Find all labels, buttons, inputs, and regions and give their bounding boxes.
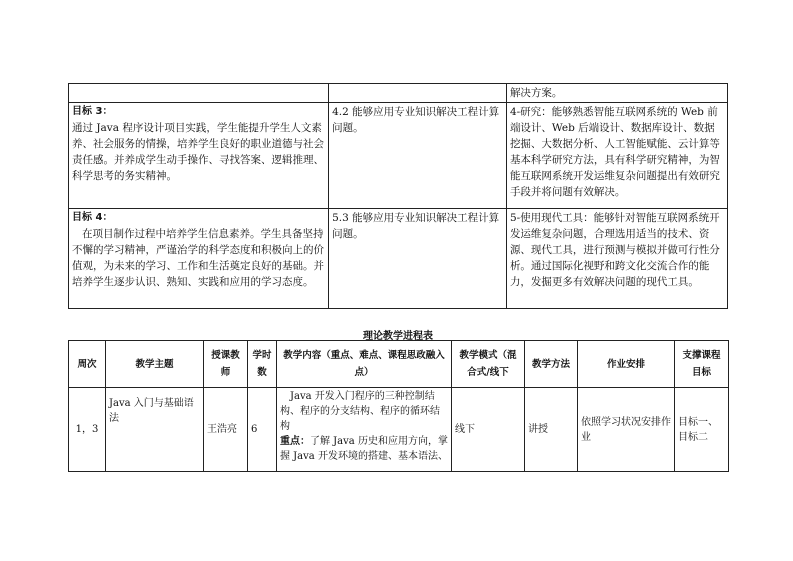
- schedule-header-row: [69, 341, 729, 388]
- header-assignment: 作业安排: [578, 341, 675, 388]
- header-topic: 教学主题: [106, 341, 204, 388]
- row1-week: 1，3: [69, 388, 106, 472]
- row1-hours: 6: [248, 388, 277, 472]
- goals-top-cell-3: [506, 84, 727, 103]
- schedule-caption: 理论教学进程表: [363, 331, 433, 342]
- goals-top-row: [69, 84, 728, 103]
- goal-3-title: 目标 3：: [72, 106, 113, 117]
- row1-content-key: 了解 Java 历史和应用方向，掌握 Java 开发环境的搭建、基本语法、: [280, 436, 448, 462]
- goal-3-description-cell: [69, 103, 329, 209]
- goal-4-indicator: 5.3 能够应用专业知识解决工程计算问题。: [332, 212, 500, 240]
- row1-mode: 线下: [452, 388, 525, 472]
- header-week: 周次: [69, 341, 106, 388]
- goal-3-requirement: 4-研究：能够熟悉智能互联网系统的 Web 前端设计、Web 后端设计、数据库设计、数据挖掘、大数据分析、人工智能赋能、云计算等基本科学研究方法，具有科学研究精神，为智能互联网系统开发运维复杂问题提出有效研究手段并将问题有效解决。: [509, 106, 720, 198]
- goal-4-description-cell: [69, 209, 329, 309]
- goals-top-cell-2: [329, 84, 507, 103]
- goal-3-requirement-cell: [506, 103, 727, 209]
- row1-content-cell: [277, 388, 452, 472]
- teaching-schedule-table: [68, 340, 729, 472]
- course-goals-table: [68, 83, 728, 309]
- goal-4-text: 在项目制作过程中培养学生信息素养。学生具备坚持不懈的学习精神，严谨治学的科学态度和积极向上的价值观，为未来的学习、工作和生活奠定良好的基础。并培养学生逐步认识、熟知、实践和应用的学习态度。: [72, 228, 324, 288]
- goal-4-requirement: 5-使用现代工具：能够针对智能互联网系统开发运维复杂问题，合理选用适当的技术、资源、现代工具，进行预测与模拟并做可行性分析。通过国际化视野和跨文化交流合作的能力，发掘更多有效解决问题的现代工具。: [509, 212, 720, 288]
- header-hours: 学时数: [248, 341, 277, 388]
- row1-topic-cell: [106, 388, 204, 472]
- row1-topic: Java 入门与基础语法: [109, 398, 194, 424]
- goal-4-row: [69, 209, 728, 309]
- goal-3-text: 通过 Java 程序设计项目实践，学生能提升学生人文素养、社会服务的情操，培养学生良好的职业道德与社会责任感。并养成学生动手操作、寻找答案、逻辑推理、科学思考的务实精神。: [72, 122, 324, 182]
- header-content: 教学内容（重点、难点、课程思政融入点）: [277, 341, 452, 388]
- row1-method: 讲授: [525, 388, 578, 472]
- goal-4-indicator-cell: [329, 209, 507, 309]
- goals-top-cell-1: [69, 84, 329, 103]
- row1-assignment: 依照学习状况安排作业: [578, 388, 675, 472]
- top-row-text: 解决方案。: [509, 87, 563, 99]
- header-mode: 教学模式（混合式/线下: [452, 341, 525, 388]
- goal-4-title: 目标 4：: [72, 212, 113, 223]
- goal-4-requirement-cell: [506, 209, 727, 309]
- row1-content-key-label: 重点：: [280, 436, 310, 447]
- row1-content-intro: Java 开发入门程序的三种控制结构、程序的分支结构、程序的循环结构: [280, 391, 440, 432]
- row1-goals: 目标一、目标二: [675, 388, 729, 472]
- header-teacher: 授课教师: [204, 341, 248, 388]
- row1-content-key-line: [280, 434, 448, 464]
- row1-teacher: 王浩亮: [204, 388, 248, 472]
- goal-3-row: [69, 103, 728, 209]
- schedule-row-1: [69, 388, 729, 472]
- goal-3-indicator-cell: [329, 103, 507, 209]
- header-goals: 支撑课程目标: [675, 341, 729, 388]
- header-method: 教学方法: [525, 341, 578, 388]
- goal-3-indicator: 4.2 能够应用专业知识解决工程计算问题。: [332, 106, 500, 134]
